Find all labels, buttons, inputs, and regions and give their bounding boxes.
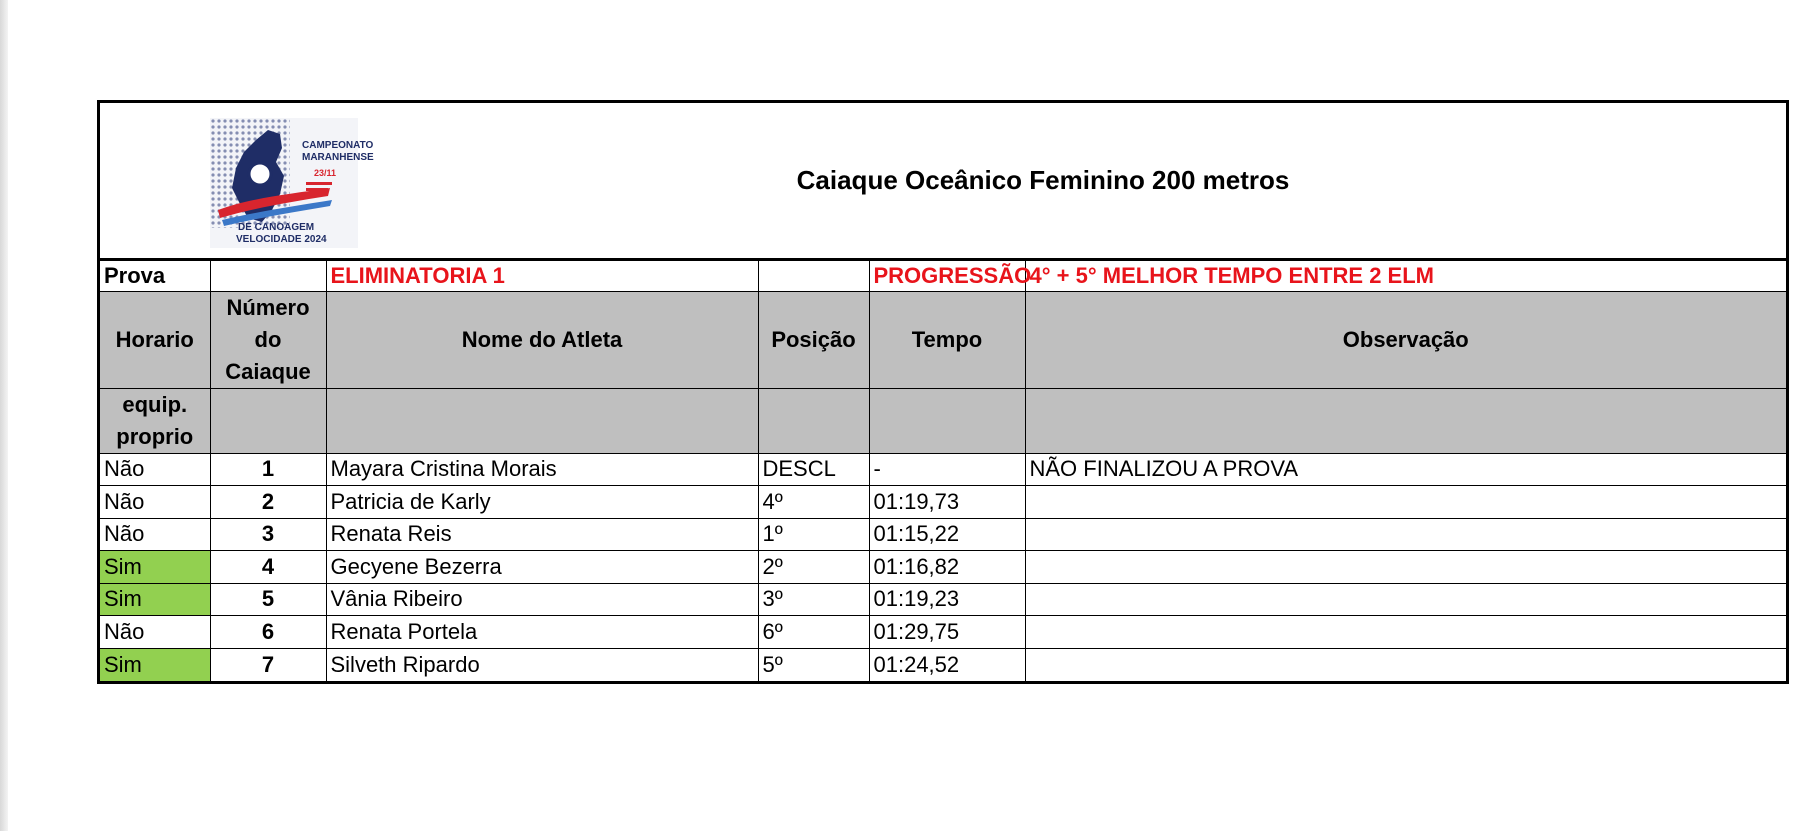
progression-label: PROGRESSÃO: [869, 261, 1025, 291]
results-sheet: [97, 100, 1789, 684]
equip-cell: Não: [100, 486, 210, 519]
position-cell: 1º: [758, 518, 869, 551]
equip-cell: Sim: [100, 551, 210, 584]
event-title: Caiaque Oceânico Feminino 200 metros: [796, 165, 1290, 195]
time-cell: 01:19,73: [869, 486, 1025, 519]
logo-line-4: DE CANOAGEM: [238, 222, 315, 233]
kayak-number-cell: 4: [210, 551, 326, 584]
position-cell: 6º: [758, 616, 869, 649]
position-cell: 2º: [758, 551, 869, 584]
equip-cell: Não: [100, 616, 210, 649]
header-posicao: Posição: [758, 291, 869, 388]
time-cell: 01:19,23: [869, 583, 1025, 616]
kayak-number-cell: 1: [210, 453, 326, 486]
kayak-number-cell: 3: [210, 518, 326, 551]
logo-line-2: MARANHENSE: [302, 152, 374, 163]
table-row: [100, 551, 1786, 584]
athlete-name-cell: Silveth Ripardo: [326, 648, 758, 681]
athlete-name-cell: Patricia de Karly: [326, 486, 758, 519]
observation-cell: [1025, 518, 1786, 551]
table-row: [100, 486, 1786, 519]
sub-header-empty: [758, 388, 869, 453]
athlete-name-cell: Gecyene Bezerra: [326, 551, 758, 584]
results-body: [100, 453, 1786, 681]
equip-cell: Sim: [100, 583, 210, 616]
header-horario: Horario: [100, 291, 210, 388]
column-headers: [100, 291, 1786, 388]
observation-cell: NÃO FINALIZOU A PROVA: [1025, 453, 1786, 486]
athlete-name-cell: Mayara Cristina Morais: [326, 453, 758, 486]
prova-empty-2: [758, 261, 869, 291]
sub-header-empty: [1025, 388, 1786, 453]
position-cell: 4º: [758, 486, 869, 519]
header-numero: Número do Caiaque: [210, 291, 326, 388]
heat-name: ELIMINATORIA 1: [326, 261, 758, 291]
sheet-header: [100, 103, 1786, 261]
sub-header-row: [100, 388, 1786, 453]
table-row: [100, 616, 1786, 649]
kayak-number-cell: 7: [210, 648, 326, 681]
athlete-name-cell: Vânia Ribeiro: [326, 583, 758, 616]
time-cell: 01:29,75: [869, 616, 1025, 649]
kayak-number-cell: 6: [210, 616, 326, 649]
time-cell: 01:24,52: [869, 648, 1025, 681]
progression-rule: 4° + 5° MELHOR TEMPO ENTRE 2 ELM: [1025, 261, 1786, 291]
observation-cell: [1025, 486, 1786, 519]
table-row: [100, 648, 1786, 681]
results-table: [100, 261, 1786, 681]
prova-label: Prova: [100, 261, 210, 291]
prova-row: [100, 261, 1786, 291]
observation-cell: [1025, 551, 1786, 584]
sub-header-empty: [210, 388, 326, 453]
position-cell: 5º: [758, 648, 869, 681]
page-edge-shadow: [0, 0, 8, 831]
prova-empty-1: [210, 261, 326, 291]
equip-cell: Não: [100, 518, 210, 551]
table-row: [100, 583, 1786, 616]
athlete-name-cell: Renata Reis: [326, 518, 758, 551]
header-nome: Nome do Atleta: [326, 291, 758, 388]
header-observacao: Observação: [1025, 291, 1786, 388]
header-tempo: Tempo: [869, 291, 1025, 388]
sub-header-empty: [326, 388, 758, 453]
sub-header-empty: [869, 388, 1025, 453]
table-row: [100, 453, 1786, 486]
header-equip: equip. proprio: [100, 388, 210, 453]
kayak-number-cell: 2: [210, 486, 326, 519]
observation-cell: [1025, 616, 1786, 649]
championship-logo: [210, 118, 374, 248]
logo-line-1: CAMPEONATO: [302, 140, 374, 151]
athlete-name-cell: Renata Portela: [326, 616, 758, 649]
equip-cell: Sim: [100, 648, 210, 681]
logo-line-5: VELOCIDADE 2024: [236, 234, 327, 245]
kayak-number-cell: 5: [210, 583, 326, 616]
observation-cell: [1025, 583, 1786, 616]
time-cell: 01:15,22: [869, 518, 1025, 551]
equip-cell: Não: [100, 453, 210, 486]
logo-line-3: 23/11: [314, 168, 337, 178]
time-cell: 01:16,82: [869, 551, 1025, 584]
table-row: [100, 518, 1786, 551]
position-cell: 3º: [758, 583, 869, 616]
observation-cell: [1025, 648, 1786, 681]
time-cell: -: [869, 453, 1025, 486]
position-cell: DESCL: [758, 453, 869, 486]
